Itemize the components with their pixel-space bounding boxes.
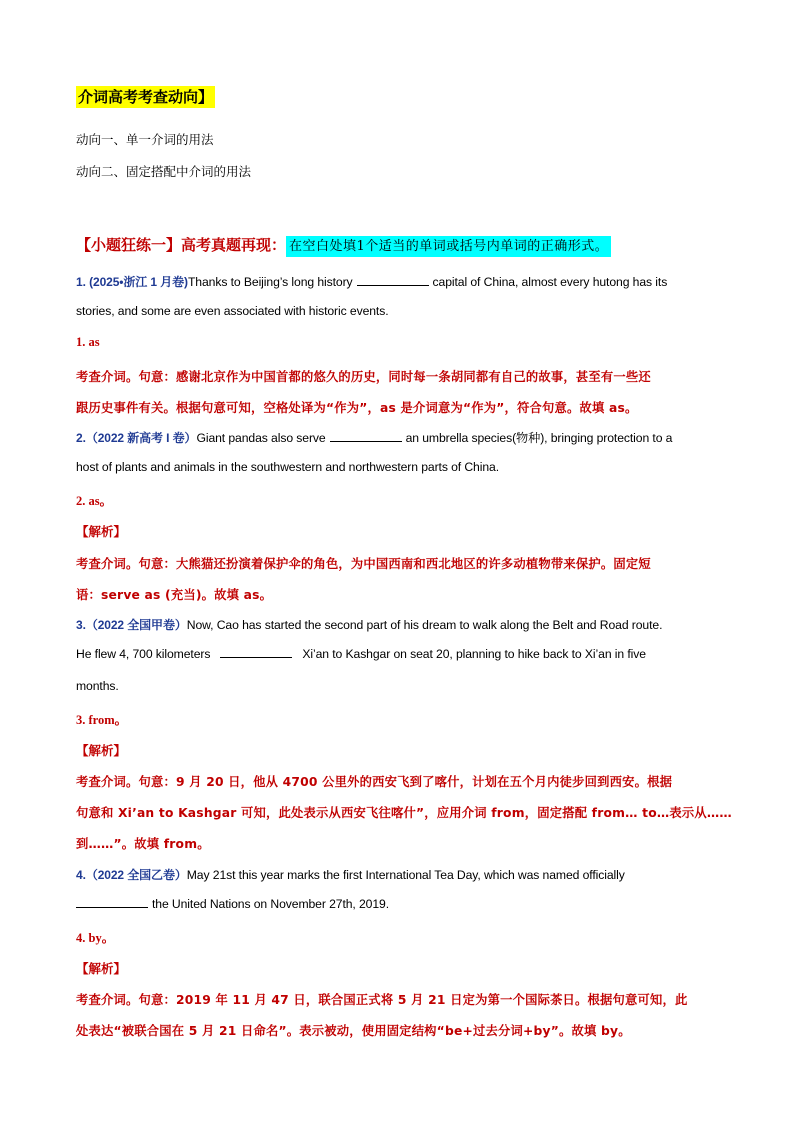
question-1-line-1: [76, 273, 667, 290]
analysis-label-2: 【解析】: [76, 524, 127, 539]
explanation-1-line-1: 考查介词。句意：感谢北京作为中国首都的悠久的历史，同时每一条胡同都有自己的故事，甚至有一些还: [76, 370, 651, 384]
question-source: （2022 全国乙卷）: [85, 868, 187, 882]
question-text: Xi’an to Kashgar on seat 20, planning to hike back to Xi’an in five: [302, 647, 646, 661]
question-number: 1.: [76, 275, 86, 289]
question-4-line-1: [76, 866, 625, 883]
question-3-line-2: [76, 647, 646, 661]
explanation-3-line-2: 句意和 Xi’an to Kashgar 可知，此处表示从西安飞往喀什”，应用介词 from，固定搭配 from… to…表示从……: [76, 806, 732, 820]
question-text: Thanks to Beijing’s long history: [187, 275, 353, 289]
question-number: 4.: [76, 868, 86, 882]
question-text: Now, Cao has started the second part of his dream to walk along the Belt and Road route.: [186, 618, 663, 632]
question-number: 3.: [76, 618, 86, 632]
answer-3: 3. from。: [76, 713, 128, 727]
question-4-line-2: [76, 897, 389, 911]
explanation-3-line-3: 到……”。故填 from。: [76, 837, 210, 851]
header-title: 介词高考考查动向】: [78, 88, 214, 106]
question-3-line-3: months.: [76, 679, 119, 693]
trend-2: 动向二、固定搭配中介词的用法: [76, 165, 252, 179]
explanation-2-line-2: 语：serve as (充当)。故填 as。: [76, 588, 273, 602]
question-source: (2025•浙江 1 月卷): [89, 275, 188, 289]
answer-blank[interactable]: [220, 647, 292, 658]
answer-4: 4. by。: [76, 931, 115, 945]
question-source: （2022 全国甲卷）: [85, 618, 187, 632]
question-2-line-1: [76, 429, 672, 446]
question-text: an umbrella species(物种), bringing protection to a: [405, 431, 673, 445]
answer-blank[interactable]: [330, 431, 402, 442]
question-number: 2.: [76, 431, 86, 445]
question-text: capital of China, almost every hutong has its: [432, 275, 668, 289]
question-3-line-1: [76, 616, 662, 633]
explanation-3-line-1: 考查介词。句意：9 月 20 日，他从 4700 公里外的西安飞到了喀什，计划在五个月内徒步回到西安。根据: [76, 775, 673, 789]
answer-blank[interactable]: [76, 897, 148, 908]
section-header: [76, 86, 215, 107]
explanation-4-line-1: 考查介词。句意：2019 年 11 月 47 日，联合国正式将 5 月 21 日定为第一个国际茶日。根据句意可知，此: [76, 993, 688, 1007]
explanation-1-line-2: 跟历史事件有关。根据句意可知，空格处译为“作为”，as 是介词意为“作为”，符合句意。故填 as。: [76, 401, 638, 415]
analysis-label-3: 【解析】: [76, 743, 127, 758]
answer-blank[interactable]: [357, 275, 429, 286]
question-1-line-2: stories, and some are even associated with historic events.: [76, 304, 389, 318]
practice-heading: [76, 234, 611, 255]
question-2-line-2: host of plants and animals in the southwestern and northwestern parts of China.: [76, 460, 499, 474]
practice-instruction: 在空白处填1个适当的单词或括号内单词的正确形式。: [286, 236, 611, 257]
explanation-2-line-1: 考查介词。句意：大熊猫还扮演着保护伞的角色，为中国西南和西北地区的许多动植物带来保护。固定短: [76, 557, 651, 571]
question-text: Giant pandas also serve: [196, 431, 326, 445]
question-source: （2022 新高考 I 卷）: [85, 431, 197, 445]
trend-1: 动向一、单一介词的用法: [76, 133, 214, 147]
question-text: May 21st this year marks the first International Tea Day, which was named officially: [186, 868, 625, 882]
explanation-4-line-2: 处表达“被联合国在 5 月 21 日命名”。表示被动，使用固定结构“be+过去分词+by”。故填 by。: [76, 1024, 631, 1038]
analysis-label-4: 【解析】: [76, 961, 127, 976]
practice-label: 【小题狂练一】高考真题再现：: [76, 236, 287, 254]
answer-2: 2. as。: [76, 494, 113, 508]
question-text: the United Nations on November 27th, 2019.: [152, 897, 389, 911]
question-text: He flew 4, 700 kilometers: [76, 647, 211, 661]
answer-1: 1. as: [76, 335, 100, 349]
